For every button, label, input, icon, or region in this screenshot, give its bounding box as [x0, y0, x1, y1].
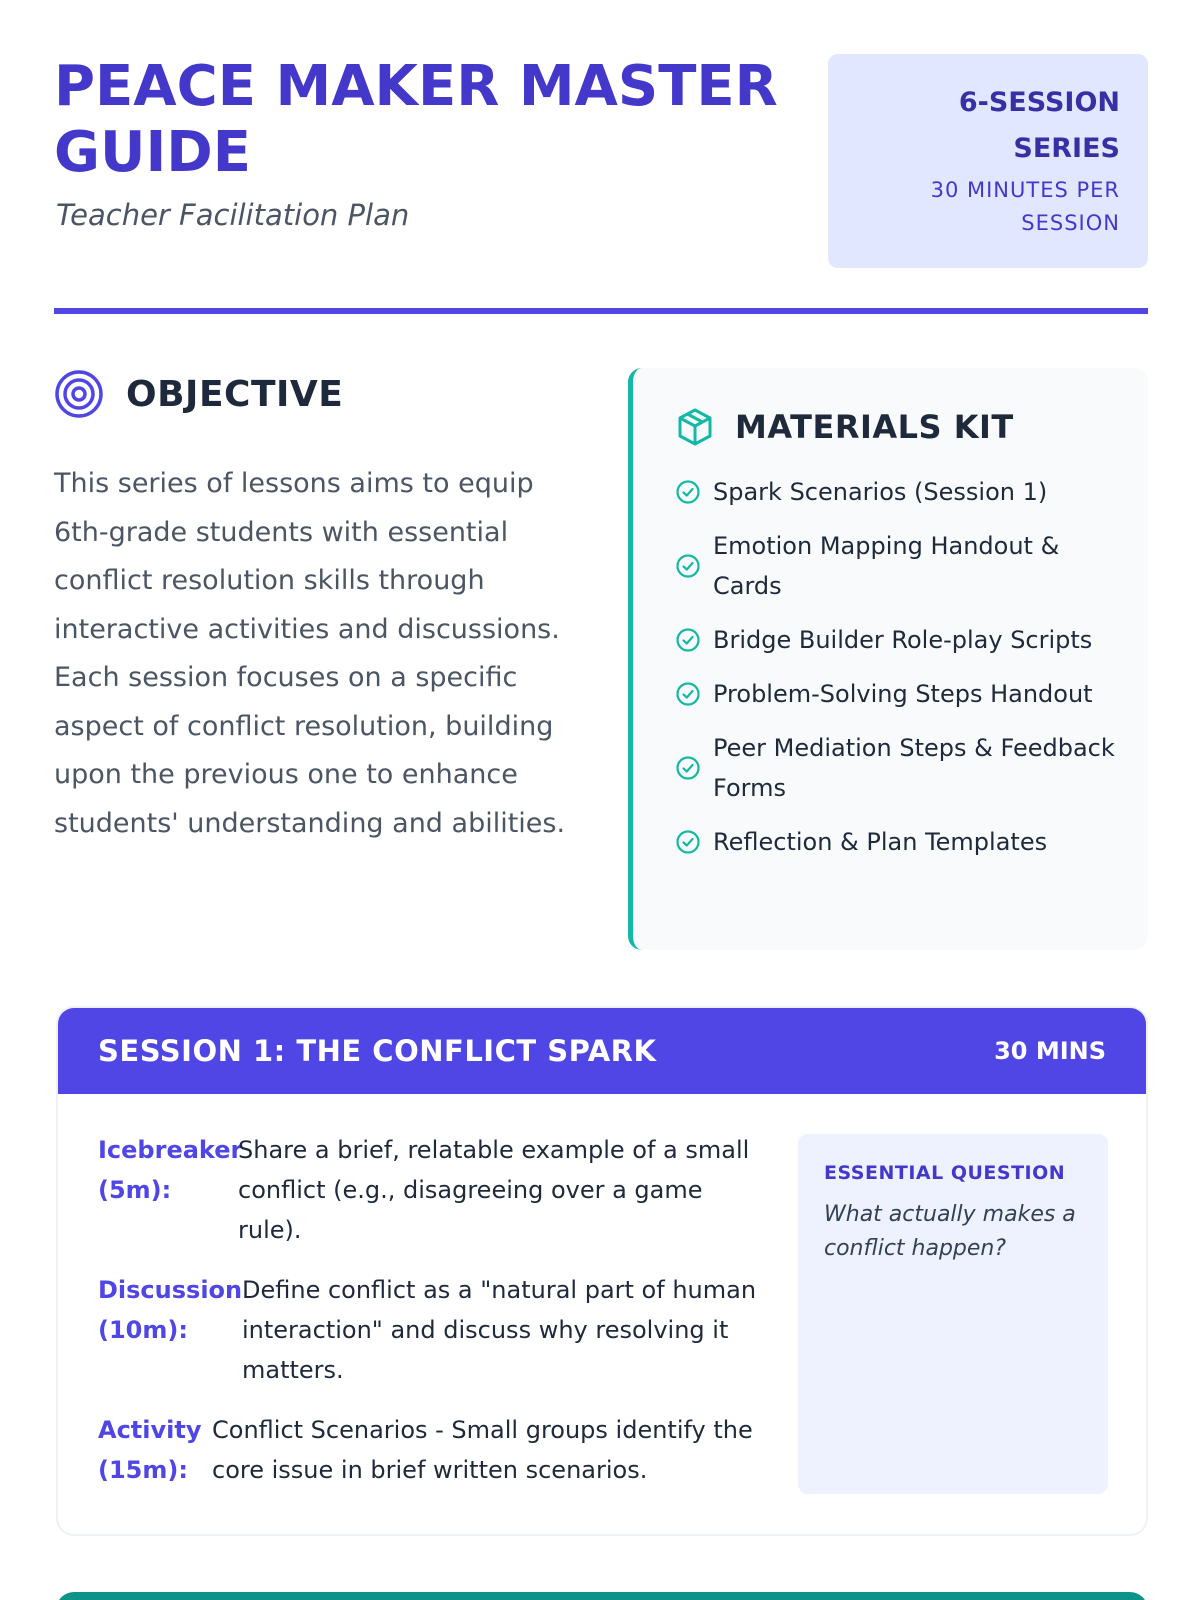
agenda-label: Icebreaker (5m):: [98, 1136, 243, 1204]
target-icon: [54, 369, 104, 419]
series-info-box: [828, 54, 1148, 268]
objective-title: OBJECTIVE: [126, 373, 344, 415]
materials-item-label: Emotion Mapping Handout & Cards: [713, 532, 1060, 600]
series-count: 6-SESSION SERIES: [958, 87, 1120, 164]
session-1-agenda: [98, 1130, 758, 1510]
header-divider: [54, 308, 1148, 314]
materials-title: MATERIALS KIT: [735, 408, 1014, 446]
page-subtitle: Teacher Facilitation Plan: [56, 198, 410, 232]
materials-heading: [675, 402, 1124, 452]
package-icon: [675, 407, 715, 447]
materials-item: [675, 728, 1124, 808]
agenda-item-discussion: [98, 1270, 758, 1390]
materials-item-label: Reflection & Plan Templates: [713, 828, 1048, 856]
page-title-line-1: PEACE MAKER MASTER: [54, 54, 778, 119]
series-duration: 30 MINUTES PER SESSION: [930, 178, 1120, 235]
essential-question-label: ESSENTIAL QUESTION: [824, 1162, 1066, 1184]
check-circle-icon: [675, 627, 701, 653]
check-circle-icon: [675, 755, 701, 781]
objective-heading: [54, 368, 574, 420]
page-title-line-2: GUIDE: [54, 120, 252, 185]
agenda-label: Activity (15m):: [98, 1416, 202, 1484]
next-session-card-header: [56, 1592, 1148, 1600]
essential-question-text: What actually makes a conflict happen?: [824, 1202, 1076, 1261]
objective-text: This series of lessons aims to equip 6th-grade students with essential conflict resolution skills through interactive activities and discussions. Each session focuses on a specific aspect of conflict resolution, building upon the previous one to enhance students' understanding and abilities.: [54, 468, 566, 839]
objective-section: [54, 368, 574, 848]
materials-item-label: Problem-Solving Steps Handout: [713, 680, 1093, 708]
materials-item: [675, 472, 1124, 512]
session-1-title: SESSION 1: THE CONFLICT SPARK: [98, 1034, 657, 1068]
session-1-card: [56, 1006, 1148, 1536]
materials-item-label: Spark Scenarios (Session 1): [713, 478, 1048, 506]
agenda-label: Discussion (10m):: [98, 1276, 243, 1344]
essential-question-box: [798, 1134, 1108, 1494]
session-1-duration: 30 MINS: [994, 1037, 1106, 1065]
agenda-item-activity: [98, 1410, 758, 1490]
check-circle-icon: [675, 553, 701, 579]
agenda-text: Share a brief, relatable example of a small conflict (e.g., disagreeing over a game rule).: [238, 1136, 750, 1244]
materials-item: [675, 526, 1124, 606]
page-title: [54, 54, 814, 186]
agenda-text: Define conflict as a "natural part of human interaction" and discuss why resolving it matters.: [242, 1276, 757, 1384]
materials-kit-panel: [628, 368, 1148, 950]
check-circle-icon: [675, 829, 701, 855]
header: [54, 54, 1148, 270]
materials-list: [675, 472, 1124, 862]
materials-item: [675, 620, 1124, 660]
materials-item: [675, 674, 1124, 714]
materials-item: [675, 822, 1124, 862]
materials-item-label: Peer Mediation Steps & Feedback Forms: [713, 734, 1115, 802]
check-circle-icon: [675, 479, 701, 505]
agenda-text: Conflict Scenarios - Small groups identify the core issue in brief written scenarios.: [212, 1416, 753, 1484]
materials-item-label: Bridge Builder Role-play Scripts: [713, 626, 1093, 654]
session-1-header: [58, 1008, 1146, 1094]
agenda-item-icebreaker: [98, 1130, 758, 1250]
check-circle-icon: [675, 681, 701, 707]
